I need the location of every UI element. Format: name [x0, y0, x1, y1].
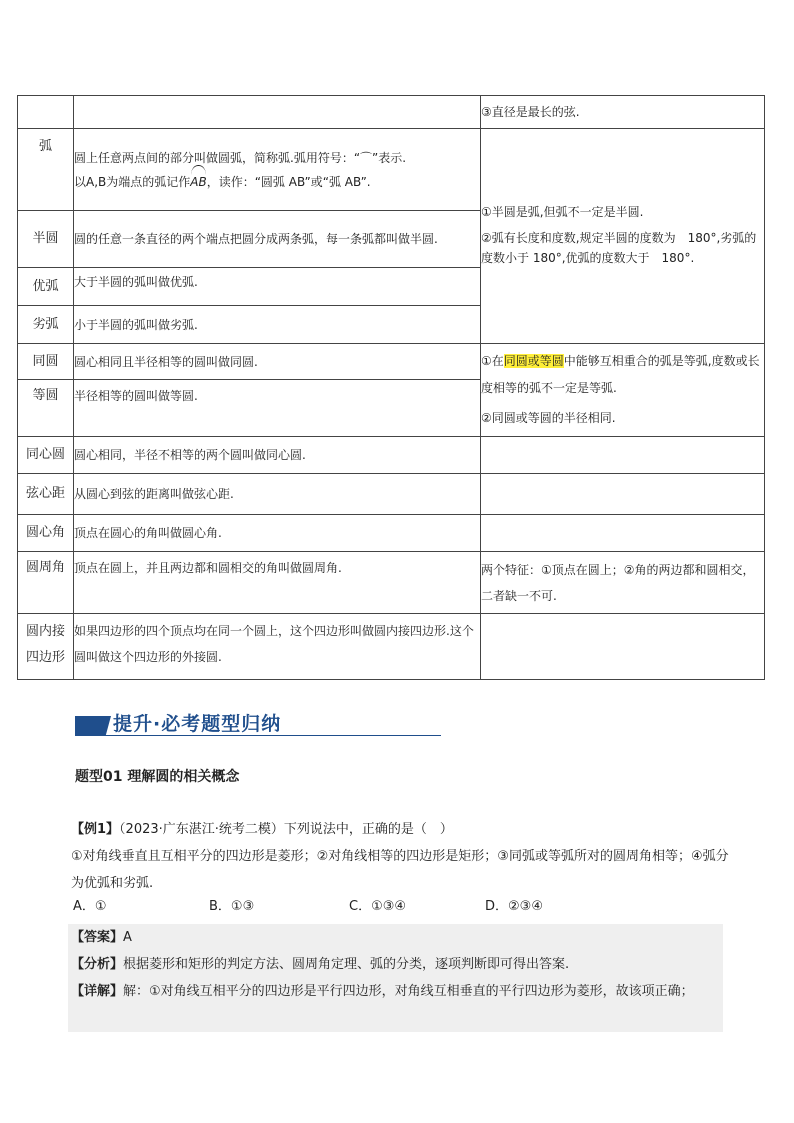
term-cell: 等圆	[18, 380, 74, 437]
term-cell: 圆周角	[18, 552, 74, 614]
analysis-label: 【分析】	[71, 957, 124, 972]
term-cell: 同心圆	[18, 437, 74, 474]
note-cell	[481, 515, 765, 552]
definition-cell: 从圆心到弦的距离叫做弦心距.	[74, 474, 481, 515]
note-cell	[481, 614, 765, 680]
answer-label: 【答案】	[71, 930, 124, 945]
term-cell: 半圆	[18, 211, 74, 268]
solution-box	[68, 924, 723, 1032]
table-row	[18, 474, 765, 515]
term-cell	[18, 96, 74, 129]
answer-line	[71, 924, 723, 951]
definition-cell	[74, 129, 481, 211]
definition-text: ，读作：“圆弧 AB”或“弧 AB”.	[206, 174, 371, 189]
definition-cell: 圆心相同，半径不相等的两个圆叫做同心圆.	[74, 437, 481, 474]
note-cell: 两个特征：①顶点在圆上；②角的两边都和圆相交，二者缺一不可.	[481, 552, 765, 614]
section-title: 提升·必考题型归纳	[113, 713, 282, 735]
note-text: ①半圆是弧,但弧不一定是半圆.	[481, 205, 644, 219]
term-cell: 圆心角	[18, 515, 74, 552]
option-a: A．①	[73, 899, 107, 914]
definition-text: 以A,B为端点的弧记作	[74, 174, 191, 189]
term-cell: 弧	[18, 129, 74, 211]
note-cell	[481, 474, 765, 515]
highlighted-text: 同圆或等圆	[503, 354, 564, 368]
term-cell: 同圆	[18, 344, 74, 380]
definition-cell: 如果四边形的四个顶点均在同一个圆上，这个四边形叫做圆内接四边形.这个圆叫做这个四边形的外接圆.	[74, 614, 481, 680]
table-row	[18, 552, 765, 614]
table-row	[18, 614, 765, 680]
table-row	[18, 129, 765, 211]
note-text: ①在同圆或等圆中能够互相重合的弧是等弧,度数或长度相等的弧不一定是等弧.	[481, 354, 760, 395]
table-row	[18, 437, 765, 474]
note-cell	[481, 344, 765, 437]
note-cell	[481, 129, 765, 344]
detail-label: 【详解】	[71, 984, 124, 999]
definition-line	[74, 170, 480, 194]
section-banner	[75, 707, 441, 737]
term-cell: 劣弧	[18, 306, 74, 344]
note-cell	[481, 437, 765, 474]
option-c: C．①③④	[349, 899, 407, 914]
definition-cell: 大于半圆的弧叫做优弧.	[74, 268, 481, 306]
question-type-heading: 题型01 理解圆的相关概念	[75, 769, 240, 785]
note-text: ③直径是最长的弦.	[481, 105, 580, 119]
definition-cell: 顶点在圆心的角叫做圆心角.	[74, 515, 481, 552]
note-text: ②弧有长度和度数,规定半圆的度数为 180°,劣弧的度数小于 180°,优弧的度数大于 180°.	[481, 231, 757, 265]
definition-cell: 圆心相同且半径相等的圆叫做同圆.	[74, 344, 481, 380]
analysis-line	[71, 951, 723, 978]
term-cell: 优弧	[18, 268, 74, 306]
definition-cell	[74, 96, 481, 129]
term-cell: 弦心距	[18, 474, 74, 515]
definition-cell: 半径相等的圆叫做等圆.	[74, 380, 481, 437]
answer-value: A	[123, 930, 132, 945]
concept-table	[17, 95, 765, 680]
table-row	[18, 96, 765, 129]
option-d: D．②③④	[485, 899, 543, 914]
note-text: ②同圆或等圆的半径相同.	[481, 411, 616, 425]
example-header	[71, 816, 731, 843]
option-b: B．①③	[209, 899, 255, 914]
definition-cell: 圆的任意一条直径的两个端点把圆分成两条弧，每一条弧都叫做半圆.	[74, 211, 481, 268]
example-source: （2023·广东湛江·统考二模）下列说法中，正确的是（ ）	[119, 822, 453, 837]
detail-text: 解：①对角线互相平分的四边形是平行四边形，对角线互相垂直的平行四边形为菱形，故该项正确；	[123, 984, 694, 999]
example-statement: ①对角线垂直且互相平分的四边形是菱形；②对角线相等的四边形是矩形；③同弧或等弧所对的圆周角相等；④弧分为优弧和劣弧.	[71, 849, 729, 891]
definition-line: 圆上任意两点间的部分叫做圆弧，简称弧.弧用符号：“⌒”表示.	[74, 150, 407, 165]
arc-notation: AB	[190, 170, 206, 194]
table-row	[18, 344, 765, 380]
term-cell	[18, 614, 74, 680]
banner-bar	[75, 716, 111, 736]
table-row	[18, 515, 765, 552]
definition-cell: 小于半圆的弧叫做劣弧.	[74, 306, 481, 344]
detail-line	[71, 978, 723, 1005]
definition-cell: 顶点在圆上，并且两边都和圆相交的角叫做圆周角.	[74, 552, 481, 614]
analysis-text: 根据菱形和矩形的判定方法、圆周角定理、弧的分类，逐项判断即可得出答案.	[123, 957, 570, 972]
example-label: 【例1】	[71, 822, 120, 837]
note-cell	[481, 96, 765, 129]
example-question	[71, 816, 731, 897]
term-line: 圆内接	[25, 624, 65, 639]
term-line: 四边形	[25, 650, 65, 665]
banner-underline	[75, 735, 441, 736]
